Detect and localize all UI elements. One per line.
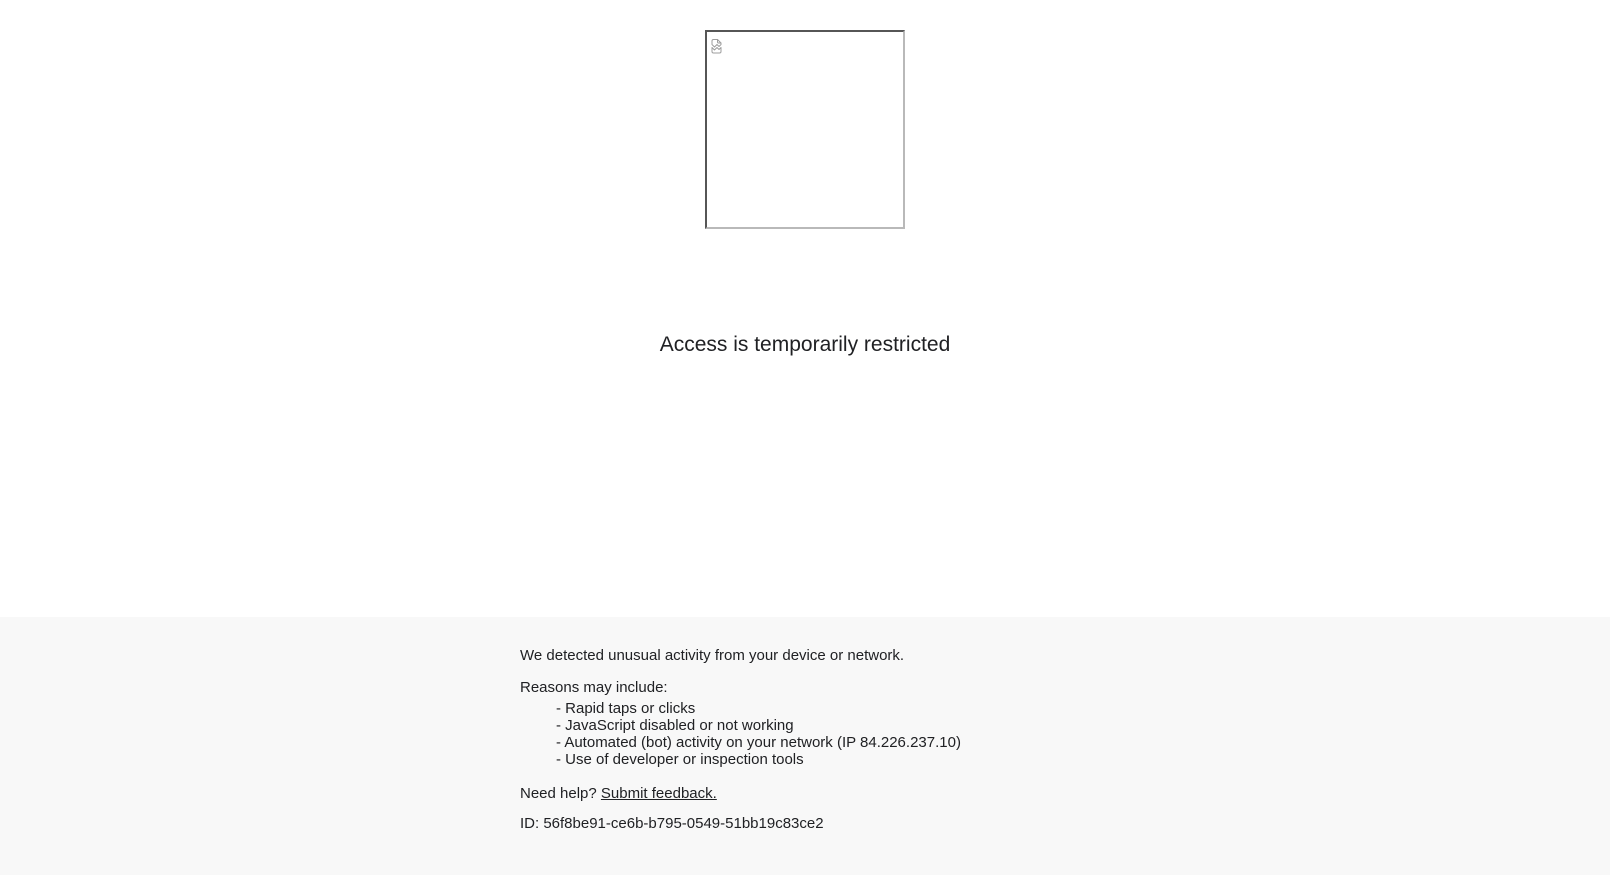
help-prefix: Need help? [520,785,601,802]
footer-notice [0,617,1610,875]
challenge-image-placeholder [705,30,905,229]
reasons-list [556,700,1090,768]
reason-item: - Automated (bot) activity on your network (IP 84.226.237.10) [556,734,961,751]
footer-content [520,617,1090,832]
page-title: Access is temporarily restricted [659,333,951,356]
broken-image-icon [710,38,723,54]
help-line [520,785,1090,802]
request-id: ID: 56f8be91-ce6b-b795-0549-51bb19c83ce2 [520,815,824,832]
reason-item: - JavaScript disabled or not working [556,717,794,734]
submit-feedback-link[interactable]: Submit feedback. [600,785,717,802]
reasons-label: Reasons may include: [520,679,668,696]
reason-item: - Rapid taps or clicks [556,700,696,717]
reason-item: - Use of developer or inspection tools [556,751,804,768]
detection-message: We detected unusual activity from your device or network. [520,647,905,664]
